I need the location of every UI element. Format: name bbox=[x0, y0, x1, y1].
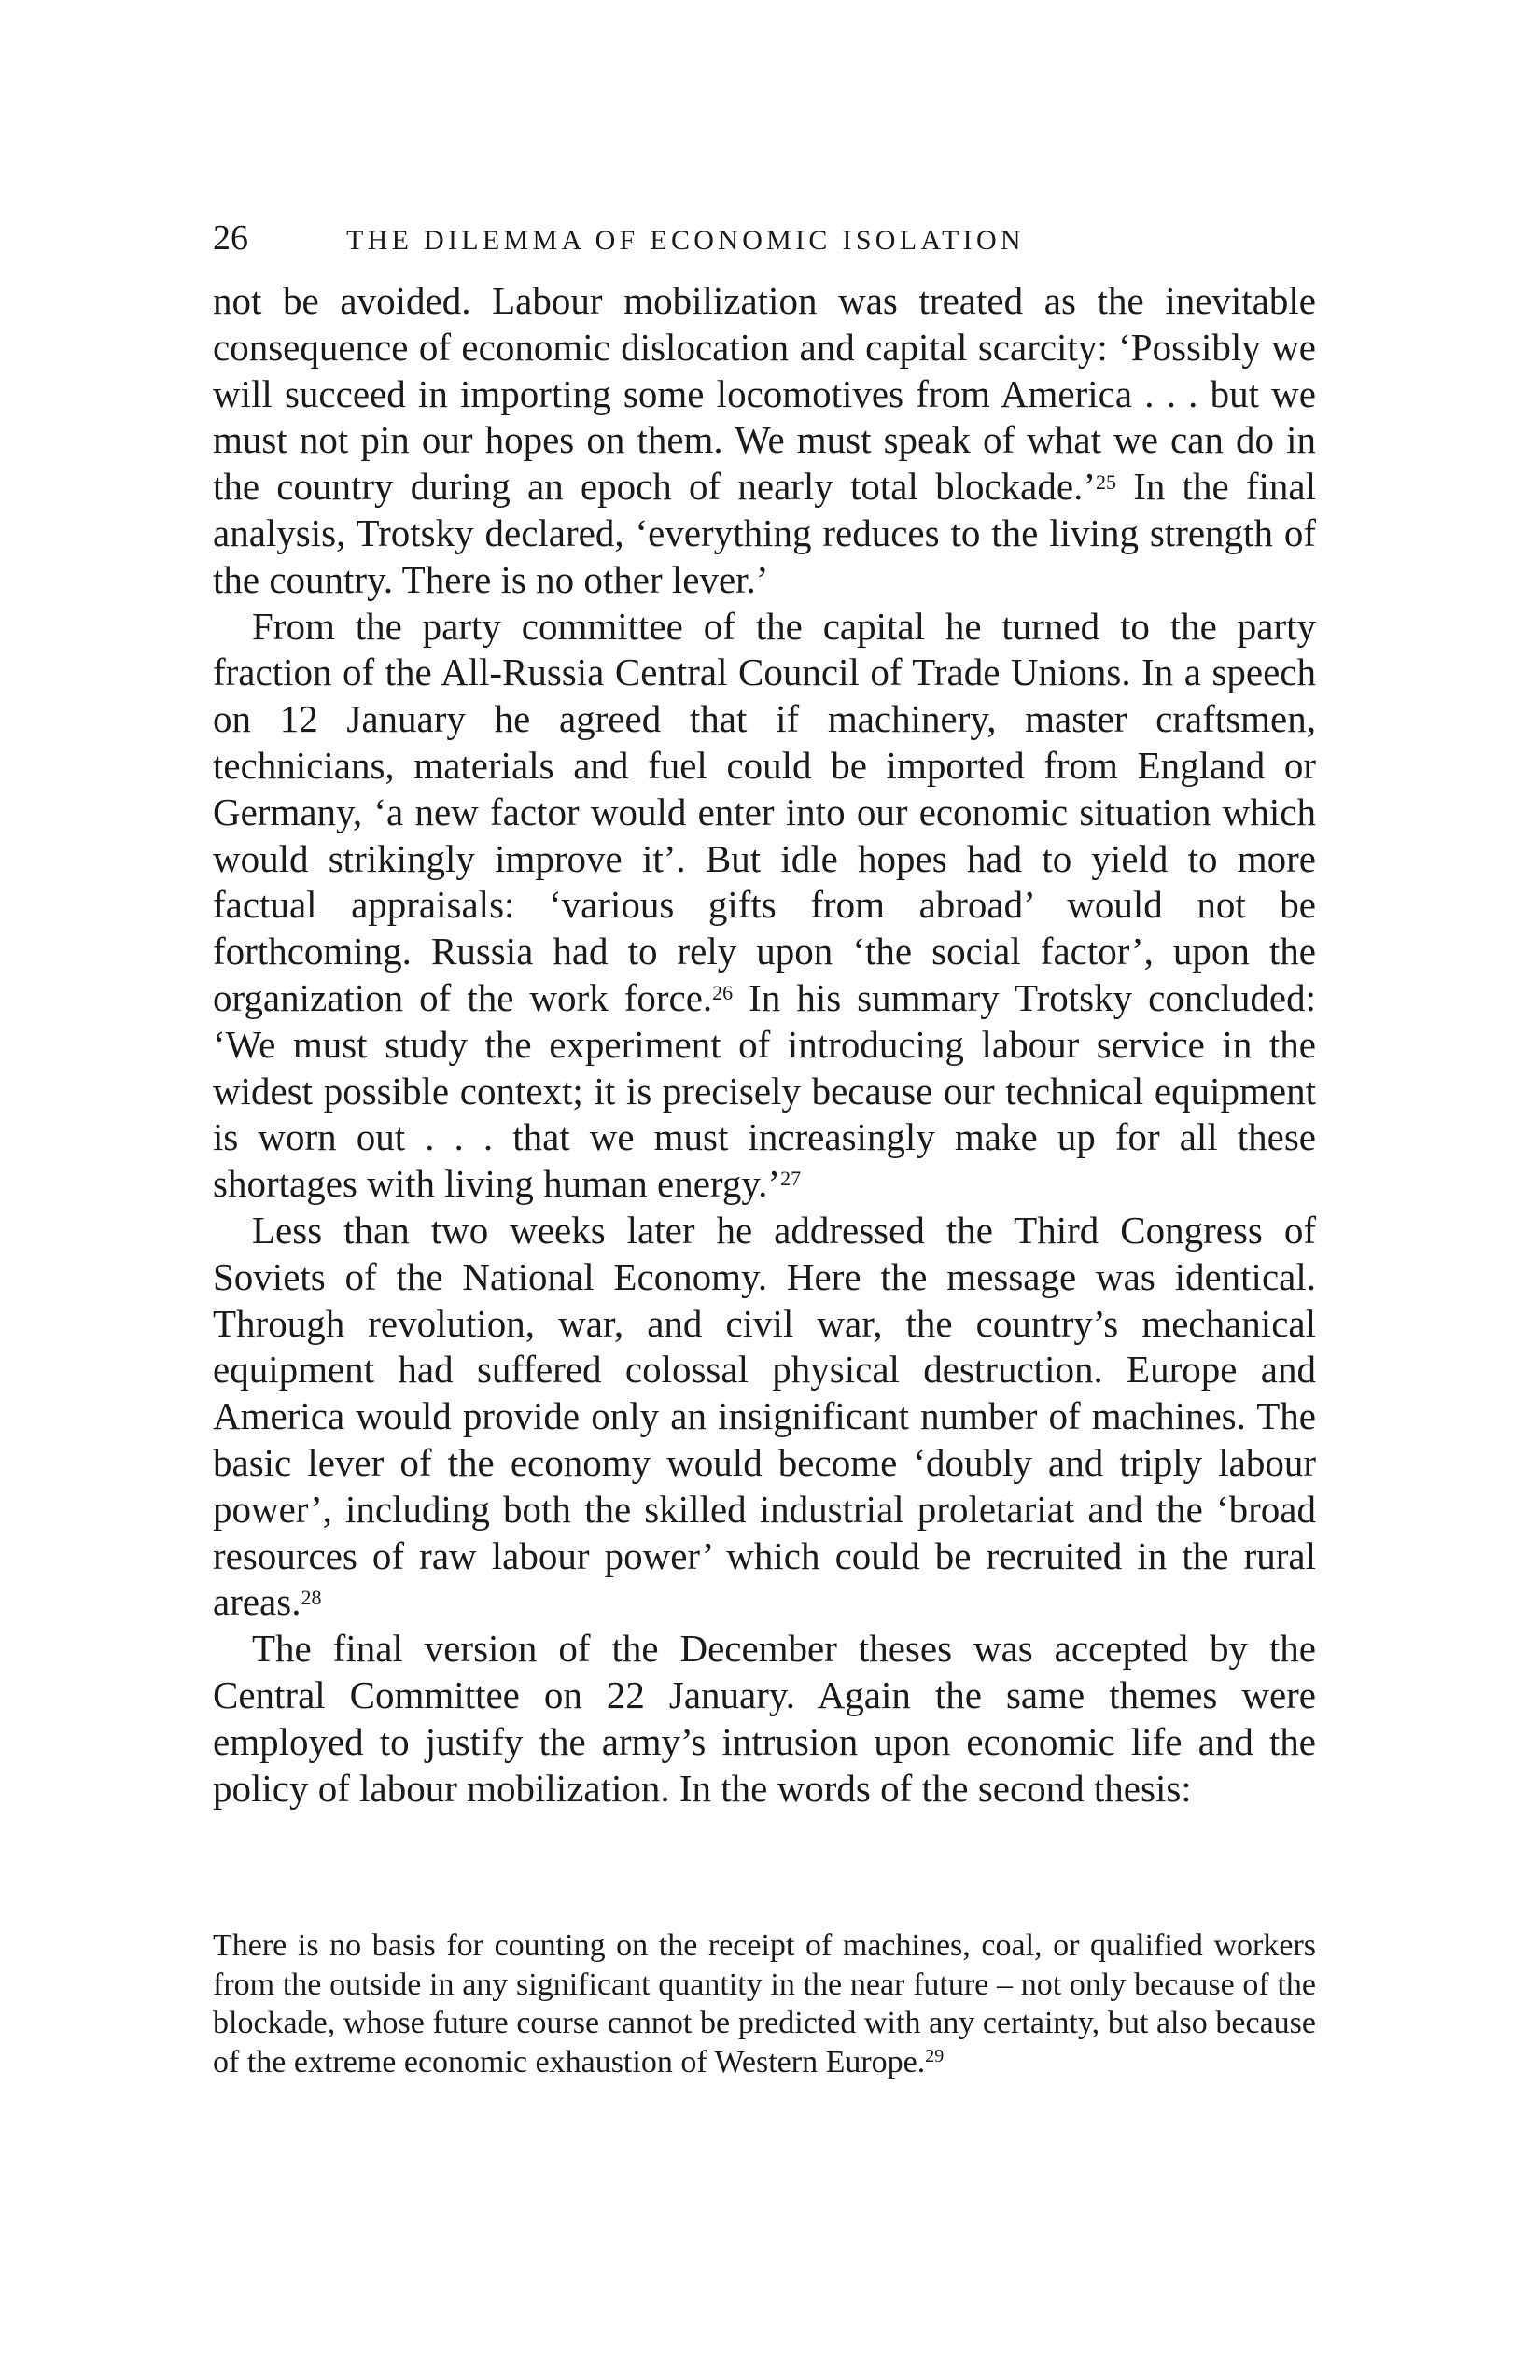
body-text bbox=[213, 278, 1316, 1812]
paragraph-4 bbox=[213, 1626, 1316, 1812]
text-run: In the final analysis, Trotsky declared, ‘everything reduces to the living strength of the country. There is no other lever.’ bbox=[213, 465, 1316, 601]
footnote-ref: 25 bbox=[1095, 469, 1116, 494]
footnote-ref: 27 bbox=[780, 1167, 802, 1191]
text-run: The final version of the December theses was accepted by the Central Committee on 22 January. Again the same themes were employed to justify the army’s intrusion upon economic life and the policy of labour mobilization. In the words of the second thesis: bbox=[213, 1627, 1316, 1810]
footnote-ref: 26 bbox=[712, 981, 734, 1005]
footnote-ref: 29 bbox=[925, 2046, 945, 2067]
paragraph-1 bbox=[213, 278, 1316, 604]
block-quote bbox=[213, 1926, 1316, 2081]
paragraph-2 bbox=[213, 604, 1316, 1208]
running-head: THE DILEMMA OF ECONOMIC ISOLATION bbox=[346, 225, 1025, 256]
page-number: 26 bbox=[213, 218, 248, 258]
text-run: Less than two weeks later he addressed the Third Congress of Soviets of the National Economy. Here the message was identical. Through revolution, war, and civil war, the country’s mechanical equipment had suffered colossal physical destruction. Europe and America would provide only an insignificant number of machines. The basic lever of the economy would become ‘doubly and triply labour power’, including both the skilled industrial proletariat and the ‘broad resources of raw labour power’ which could be recruited in the rural areas. bbox=[213, 1208, 1316, 1624]
text-run: There is no basis for counting on the receipt of machines, coal, or qualified workers from the outside in any significant quantity in the near future – not only because of the blockade, whose future course cannot be predicted with any certainty, but also because of the extreme economic exhaustion of Western Europe. bbox=[213, 1928, 1316, 2079]
paragraph-3 bbox=[213, 1208, 1316, 1626]
text-run: not be avoided. Labour mobilization was treated as the inevitable consequence of economic dislocation and capital scarcity: ‘Possibly we will succeed in importing some locomotives from America . . . but we must not pin our hopes on them. We must speak of what we can do in the country during an epoch of nearly total blockade.’ bbox=[213, 279, 1316, 509]
page-header bbox=[213, 217, 1333, 259]
text-run: In his summary Trotsky concluded: ‘We must study the experiment of introducing labour service in the widest possible context; it is precisely because our technical equipment is worn out . . . that we must increasingly make up for all these shortages with living human energy.’ bbox=[213, 975, 1317, 1206]
footnote-ref: 28 bbox=[301, 1585, 322, 1609]
text-run: From the party committee of the capital he turned to the party fraction of the All-Russia Central Council of Trade Unions. In a speech on 12 January he agreed that if machinery, master craftsmen, technicians, materials and fuel could be imported from England or Germany, ‘a new factor would enter into our economic situation which would strikingly improve it’. But idle hopes had to yield to more factual appraisals: ‘various gifts from abroad’ would not be forthcoming. Russia had to rely upon ‘the social factor’, upon the organization of the work force. bbox=[213, 604, 1316, 1019]
